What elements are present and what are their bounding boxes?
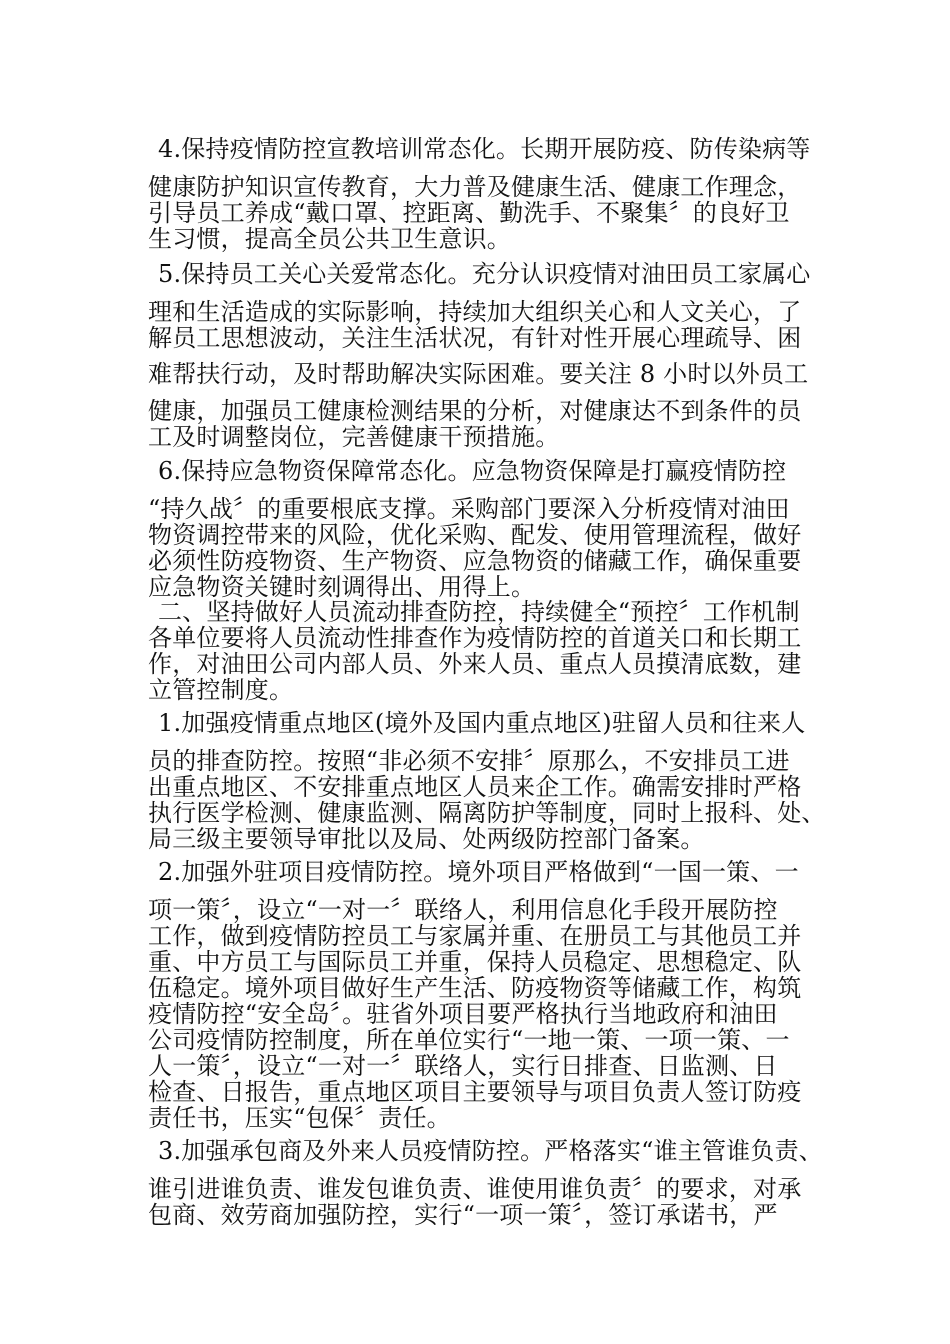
paragraph-2-line: 2.加强外驻项目疫情防控。境外项目严格做到“一国一策、一 xyxy=(158,858,799,886)
paragraph-4-line: 引导员工养成“戴口罩、控距离、勤洗手、不聚集〞的良好卫 xyxy=(148,199,790,227)
paragraph-1-line: 员的排查防控。按照“非必须不安排〞原那么，不安排员工进 xyxy=(148,747,790,775)
paragraph-1-line: 局三级主要领导审批以及局、处两级防控部门备案。 xyxy=(148,825,705,853)
paragraph-2-line: 公司疫情防控制度，所在单位实行“一地一策、一项一策、一 xyxy=(148,1026,790,1054)
paragraph-1-line: 执行医学检测、健康监测、隔离防护等制度，同时上报科、处、 xyxy=(148,799,826,827)
paragraph-4-line: 4.保持疫情防控宣教培训常态化。长期开展防疫、防传染病等 xyxy=(158,135,811,163)
paragraph-5-line: 解员工思想波动，关注生活状况，有针对性开展心理疏导、困 xyxy=(148,324,802,352)
paragraph-2-line: 伍稳定。境外项目做好生产生活、防疫物资等储藏工作，构筑 xyxy=(148,974,802,1002)
paragraph-3-line: 3.加强承包商及外来人员疫情防控。严格落实“谁主管谁负责、 xyxy=(158,1137,823,1165)
paragraph-4-line: 健康防护知识宣传教育，大力普及健康生活、健康工作理念， xyxy=(148,173,802,201)
paragraph-6-line: 6.保持应急物资保障常态化。应急物资保障是打赢疫情防控 xyxy=(158,457,787,485)
paragraph-5-line: 工及时调整岗位，完善健康干预措施。 xyxy=(148,423,560,451)
section-line: 作，对油田公司内部人员、外来人员、重点人员摸清底数，建 xyxy=(148,650,802,678)
paragraph-6-line: “持久战〞的重要根底支撑。采购部门要深入分析疫情对油田 xyxy=(148,495,790,523)
paragraph-1-line: 出重点地区、不安排重点地区人员来企工作。确需安排时严格 xyxy=(148,773,802,801)
paragraph-3-line: 谁引进谁负责、谁发包谁负责、谁使用谁负责〞的要求，对承 xyxy=(148,1175,802,1203)
paragraph-5-line: 难帮扶行动，及时帮助解决实际困难。要关注 8 小时以外员工 xyxy=(148,360,809,388)
paragraph-2-line: 重、中方员工与国际员工并重，保持人员稳定、思想稳定、队 xyxy=(148,948,802,976)
paragraph-4-line: 生习惯，提高全员公共卫生意识。 xyxy=(148,225,511,253)
paragraph-2-line: 检查、日报告，重点地区项目主要领导与项目负责人签订防疫 xyxy=(148,1078,802,1106)
paragraph-6-line: 必须性防疫物资、生产物资、应急物资的储藏工作，确保重要 xyxy=(148,547,802,575)
paragraph-2-line: 疫情防控“安全岛〞。驻省外项目要严格执行当地政府和油田 xyxy=(148,1000,778,1028)
paragraph-6-line: 应急物资关键时刻调得出、用得上。 xyxy=(148,573,536,601)
paragraph-3-line: 包商、效劳商加强防控，实行“一项一策〞，签订承诺书，严 xyxy=(148,1201,778,1229)
paragraph-2-line: 工作，做到疫情防控员工与家属并重、在册员工与其他员工并 xyxy=(148,922,802,950)
paragraph-5-line: 5.保持员工关心关爱常态化。充分认识疫情对油田员工家属心 xyxy=(158,260,811,288)
section-line: 立管控制度。 xyxy=(148,676,294,704)
paragraph-2-line: 人一策〞，设立“一对一〞联络人，实行日排查、日监测、日 xyxy=(148,1052,778,1080)
paragraph-5-line: 理和生活造成的实际影响，持续加大组织关心和人文关心，了 xyxy=(148,298,802,326)
paragraph-6-line: 物资调控带来的风险，优化采购、配发、使用管理流程，做好 xyxy=(148,521,802,549)
paragraph-2-line: 项一策〞，设立“一对一〞联络人，利用信息化手段开展防控 xyxy=(148,896,778,924)
section-line: 各单位要将人员流动性排查作为疫情防控的首道关口和长期工 xyxy=(148,624,802,652)
paragraph-2-line: 责任书，压实“包保〞责任。 xyxy=(148,1104,451,1132)
paragraph-5-line: 健康，加强员工健康检测结果的分析，对健康达不到条件的员 xyxy=(148,397,802,425)
section-heading: 二、坚持做好人员流动排查防控，持续健全“预控〞工作机制 xyxy=(158,598,800,626)
paragraph-1-line: 1.加强疫情重点地区(境外及国内重点地区)驻留人员和往来人 xyxy=(158,709,806,737)
